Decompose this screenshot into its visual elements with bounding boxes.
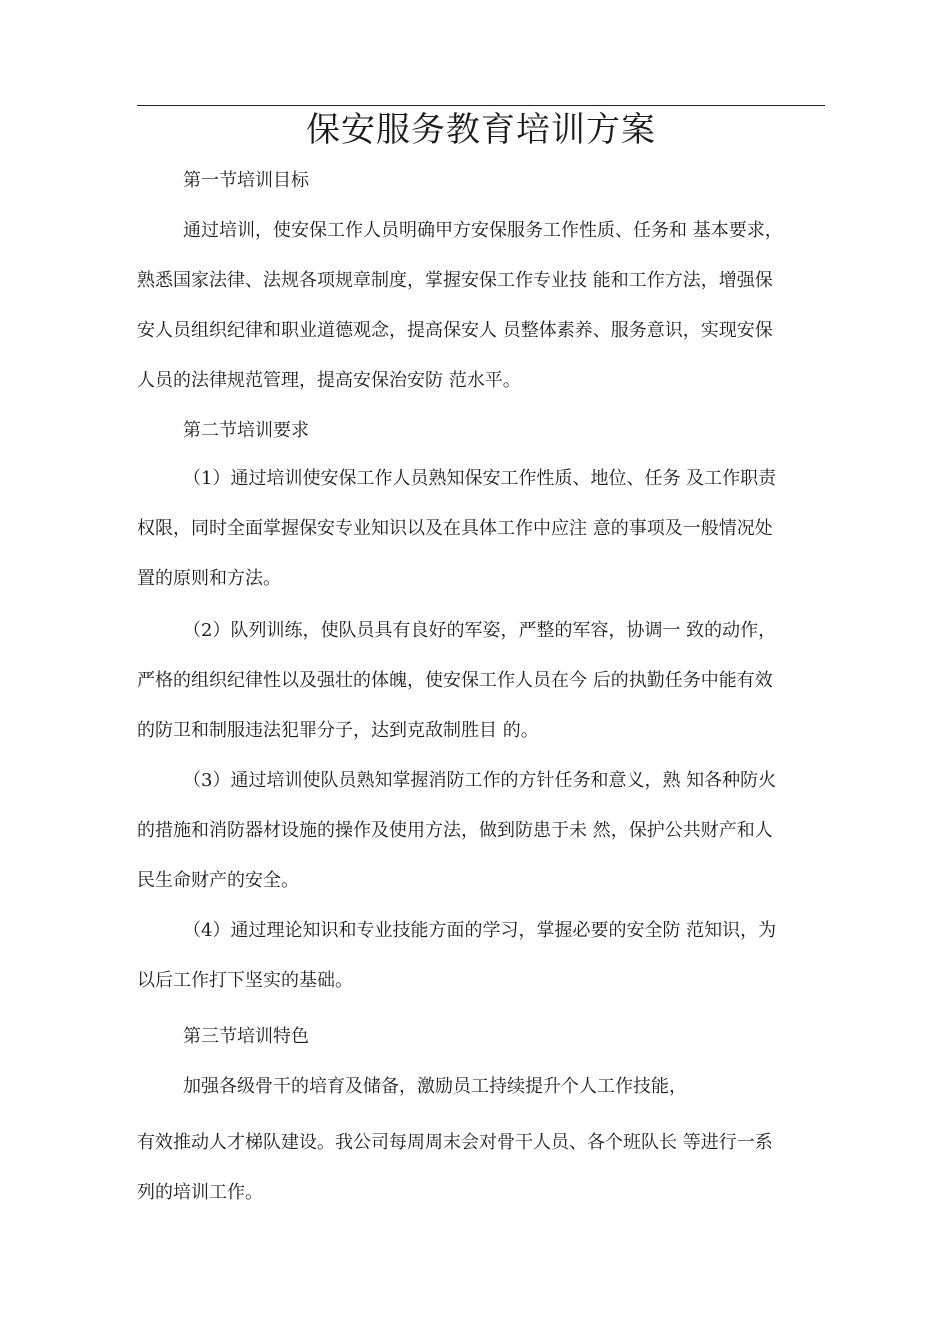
- paragraph-line: 民生命财产的安全。: [137, 870, 299, 891]
- paragraph-line: 以后工作打下坚实的基础。: [137, 970, 353, 991]
- header-rule: [137, 105, 825, 106]
- paragraph-line: 置的原则和方法。: [137, 568, 281, 589]
- section-heading-3: 第三节培训特色: [183, 1026, 309, 1047]
- paragraph-line: 通过培训，使安保工作人员明确甲方安保服务工作性质、任务和 基本要求，: [183, 220, 783, 241]
- paragraph-line: 列的培训工作。: [137, 1182, 263, 1203]
- paragraph-line: 的防卫和制服违法犯罪分子，达到克敌制胜目 的。: [137, 720, 539, 741]
- paragraph-line: 加强各级骨干的培育及储备，激励员工持续提升个人工作技能，: [183, 1076, 687, 1097]
- document-title: 保安服务教育培训方案: [306, 110, 656, 150]
- paragraph-line: 权限，同时全面掌握保安专业知识以及在具体工作中应注 意的事项及一般情况处: [137, 518, 773, 539]
- section-heading-2: 第二节培训要求: [183, 420, 309, 441]
- paragraph-line: 熟悉国家法律、法规各项规章制度，掌握安保工作专业技 能和工作方法，增强保: [137, 270, 773, 291]
- paragraph-line: （4）通过理论知识和专业技能方面的学习，掌握必要的安全防 范知识，为: [183, 920, 777, 941]
- paragraph-line: 有效推动人才梯队建设。我公司每周周末会对骨干人员、各个班队长 等进行一系: [137, 1132, 773, 1153]
- paragraph-line: 人员的法律规范管理，提高安保治安防 范水平。: [137, 370, 521, 391]
- paragraph-line: （1）通过培训使安保工作人员熟知保安工作性质、地位、任务 及工作职责: [183, 468, 777, 489]
- paragraph-line: 安人员组织纪律和职业道德观念，提高保安人 员整体素养、服务意识，实现安保: [137, 320, 773, 341]
- paragraph-line: 严格的组织纪律性以及强壮的体魄，使安保工作人员在今 后的执勤任务中能有效: [137, 670, 773, 691]
- section-heading-1: 第一节培训目标: [183, 170, 309, 191]
- paragraph-line: 的措施和消防器材设施的操作及使用方法，做到防患于未 然，保护公共财产和人: [137, 820, 773, 841]
- paragraph-line: （3）通过培训使队员熟知掌握消防工作的方针任务和意义，熟 知各种防火: [183, 770, 777, 791]
- paragraph-line: （2）队列训练，使队员具有良好的军姿，严整的军容，协调一 致的动作，: [183, 620, 777, 641]
